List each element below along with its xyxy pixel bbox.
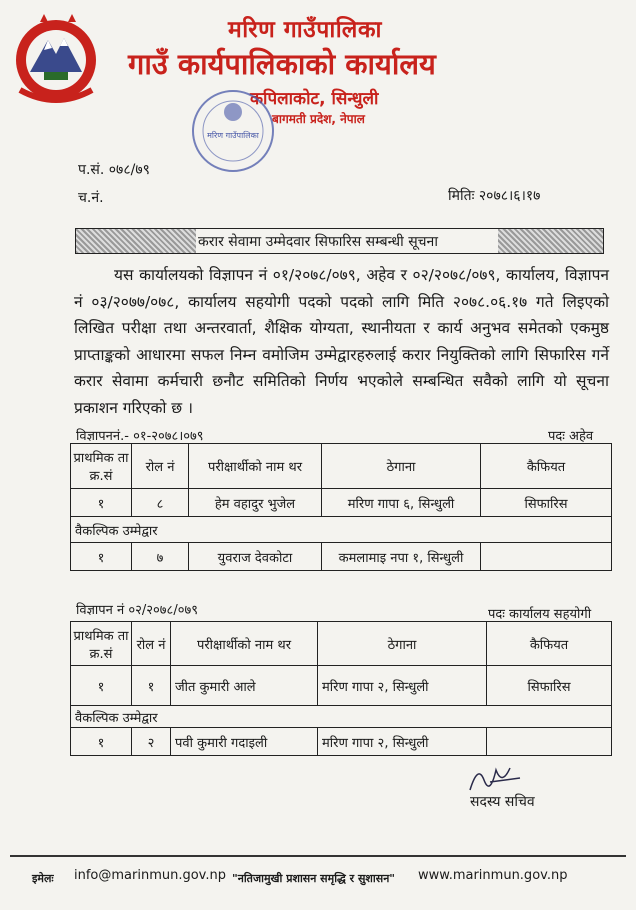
alternate-label: वैकल्पिक उम्मेद्वार (71, 517, 612, 543)
footer-divider (10, 855, 626, 857)
cell-priority: १ (71, 543, 132, 571)
cell-priority: १ (71, 666, 132, 706)
table2-ad-number: विज्ञापन नं ०२/२०७८/०७९ (76, 603, 198, 618)
cell-name: पवी कुमारी गदाइली (171, 728, 318, 756)
notice-title-banner (75, 228, 604, 254)
province-name: बागमती प्रदेश, नेपाल (272, 112, 365, 126)
table-header-row (71, 622, 612, 666)
cell-name: हेम वहादुर भुजेल (189, 489, 322, 517)
slogan: "नतिजामुखी प्रशासन समृद्धि र सुशासन" (232, 872, 396, 885)
header-roll: रोल नं (132, 444, 189, 489)
header-name: परीक्षार्थीको नाम थर (189, 444, 322, 489)
header-remarks: कैफियत (481, 444, 612, 489)
table-row (71, 489, 612, 517)
cell-remarks (481, 543, 612, 571)
table-row (71, 543, 612, 571)
notice-body (74, 262, 609, 421)
email-link[interactable]: info@marinmun.gov.np (74, 868, 226, 883)
header-roll: रोल नं (132, 622, 171, 666)
cell-address: कमलामाइ नपा १, सिन्धुली (322, 543, 481, 571)
notice-paragraph: यस कार्यालयको विज्ञापन नं ०१/२०७८/०७९, अहेव र ०२/२०७८/०७९, कार्यालय, विज्ञापन नं ०३/२०७७/०७८, कार्यालय सहयोगी पदको पदको लागि मिति २०७८.०६.१७ गते लिइएको लिखित परीक्षा तथा अन्तरवार्ता, शैक्षिक योग्यता, स्थानीयता र कार्य अनुभव समेतको एकमुष्ठ प्राप्ताङ्कको आधारमा सफल निम्न वमोजिम उम्मेद्वारहरुलाई करार नियुक्तिको लागि सिफारिस गर्ने करार सेवामा कर्मचारी छनौट समितिको निर्णय भएकोले सम्बन्धित सवैको लागि यो सूचना प्रकाशन गरिएको छ । (74, 266, 609, 417)
website-link[interactable]: www.marinmun.gov.np (418, 868, 568, 883)
cell-address: मरिण गापा २, सिन्धुली (318, 666, 487, 706)
cell-remarks: सिफारिस (487, 666, 612, 706)
cell-address: मरिण गापा ६, सिन्धुली (322, 489, 481, 517)
municipality-name: मरिण गाउँपालिका (228, 17, 382, 43)
cell-address: मरिण गापा २, सिन्धुली (318, 728, 487, 756)
table2-post: पदः कार्यालय सहयोगी (488, 607, 592, 622)
cell-roll: ८ (132, 489, 189, 517)
table-row (71, 666, 612, 706)
header-address: ठेगाना (322, 444, 481, 489)
cell-roll: ७ (132, 543, 189, 571)
cell-priority: १ (71, 728, 132, 756)
email-label: इमेलः (32, 872, 54, 885)
header-priority: प्राथमिक ता क्र.सं (71, 444, 132, 489)
header-priority: प्राथमिक ता क्र.सं (71, 622, 132, 666)
signatory-title: सदस्य सचिव (470, 794, 535, 810)
table1-ad-number: विज्ञापननं.- ०१-२०७८।०७९ (76, 429, 204, 444)
cell-remarks: सिफारिस (481, 489, 612, 517)
signature-icon (450, 760, 540, 796)
table-header-row (71, 444, 612, 489)
table1-post: पदः अहेव (548, 429, 594, 444)
alternate-label: वैकल्पिक उम्मेद्वार (71, 706, 612, 728)
cell-roll: २ (132, 728, 171, 756)
office-seal-icon (188, 86, 278, 176)
cell-roll: १ (132, 666, 171, 706)
notice-title: करार सेवामा उम्मेदवार सिफारिस सम्बन्धी सूचना (198, 234, 438, 250)
cell-name: युवराज देवकोटा (189, 543, 322, 571)
office-name: गाउँ कार्यपालिकाको कार्यालय (128, 47, 436, 81)
table1 (70, 443, 612, 571)
cell-remarks (487, 728, 612, 756)
government-emblem-icon (10, 10, 102, 106)
table2 (70, 621, 612, 756)
header-address: ठेगाना (318, 622, 487, 666)
letter-reference: प.सं. ०७८/७९ (78, 162, 150, 178)
header-remarks: कैफियत (487, 622, 612, 666)
dispatch-number: च.नं. (78, 190, 104, 206)
alternate-label-row (71, 706, 612, 728)
svg-text:मरिण गाउँपालिका: मरिण गाउँपालिका (207, 131, 259, 140)
cell-name: जीत कुमारी आले (171, 666, 318, 706)
letter-date: मितिः २०७८।६।१७ (448, 188, 541, 204)
office-address: कपिलाकोट, सिन्धुली (250, 89, 379, 109)
cell-priority: १ (71, 489, 132, 517)
table-row (71, 728, 612, 756)
alternate-label-row (71, 517, 612, 543)
header-name: परीक्षार्थीको नाम थर (171, 622, 318, 666)
